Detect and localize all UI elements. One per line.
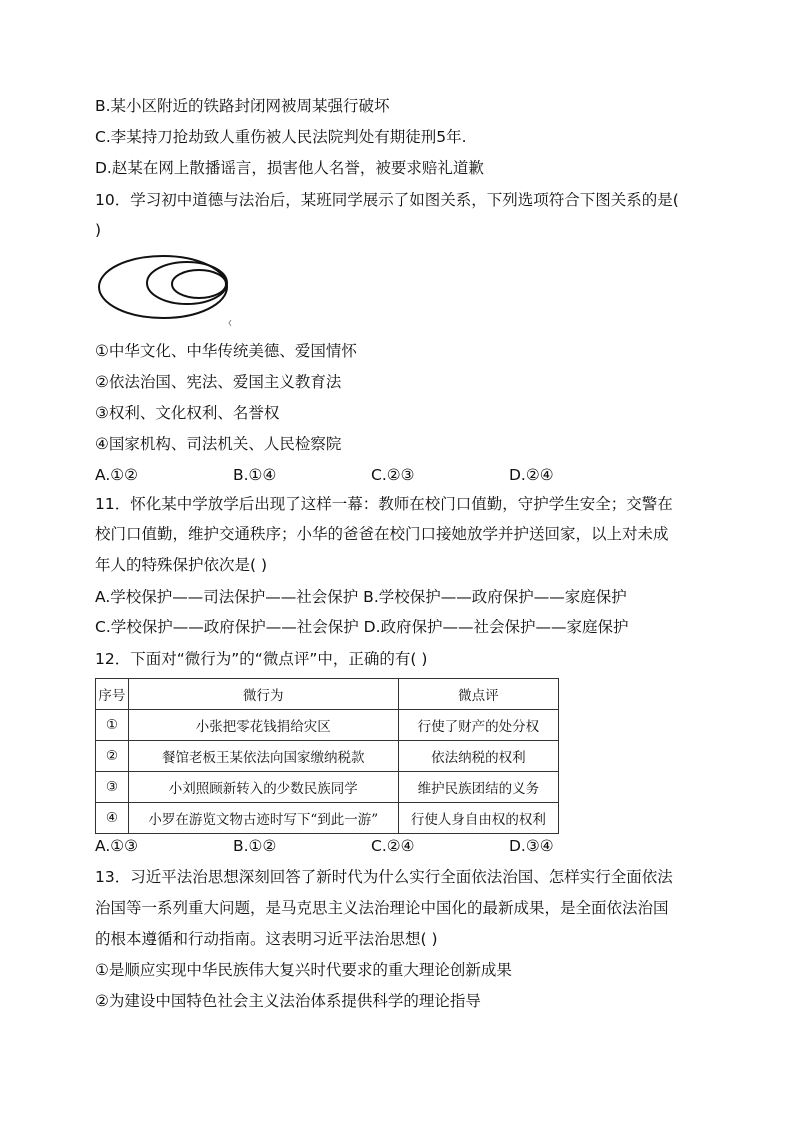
- row-comment: 依法纳税的权利: [398, 741, 558, 772]
- row-comment: 行使了财产的处分权: [398, 710, 558, 741]
- row-behavior: 小罗在游览文物古迹时写下“到此一游”: [128, 803, 398, 834]
- q10-item1: ①中华文化、中华传统美德、爱国情怀: [95, 342, 357, 360]
- row-behavior: 小刘照顾新转入的少数民族同学: [128, 772, 398, 803]
- q11-stem-line2: 校门口值勤，维护交通秩序；小华的爸爸在校门口接她放学并护送回家，以上对未成: [95, 525, 669, 543]
- table-row: [96, 803, 559, 834]
- row-index: ④: [96, 803, 129, 834]
- q10-item3: ③权利、文化权利、名誉权: [95, 404, 280, 422]
- q13-stem-line1: 13．习近平法治思想深刻回答了新时代为什么实行全面依法治国、怎样实行全面依法: [95, 868, 673, 886]
- q10-options: [95, 465, 715, 485]
- nested-ellipses-diagram: [95, 250, 240, 330]
- q12-option-b: B.①②: [233, 837, 277, 855]
- q10-option-b: B.①④: [233, 466, 277, 484]
- q11-stem-line1: 11．怀化某中学放学后出现了这样一幕：教师在校门口值勤，守护学生安全；交警在: [95, 495, 673, 513]
- q10-option-a: A.①②: [95, 466, 139, 484]
- q10-item2: ②依法治国、宪法、爱国主义教育法: [95, 373, 342, 391]
- table-row: [96, 710, 559, 741]
- q12-table: [95, 678, 559, 834]
- q12-option-d: D.③④: [509, 837, 554, 855]
- q10-option-c: C.②③: [371, 466, 415, 484]
- q13-stem-line3: 的根本遵循和行动指南。这表明习近平法治思想( ): [95, 930, 438, 948]
- q12-options: [95, 836, 715, 856]
- header-index: 序号: [96, 679, 129, 710]
- q10-option-d: D.②④: [509, 466, 554, 484]
- row-index: ②: [96, 741, 129, 772]
- row-comment: 维护民族团结的义务: [398, 772, 558, 803]
- q10-stem-line2: ): [95, 221, 102, 239]
- option-c-line: C.李某持刀抢劫致人重伤被人民法院判处有期徒刑5年.: [95, 128, 467, 146]
- row-comment: 行使人身自由权的权利: [398, 803, 558, 834]
- row-index: ①: [96, 710, 129, 741]
- row-behavior: 餐馆老板王某依法向国家缴纳税款: [128, 741, 398, 772]
- q12-stem: 12．下面对“微行为”的“微点评”中，正确的有( ): [95, 650, 428, 668]
- q10-stem-line1: 10．学习初中道德与法治后，某班同学展示了如图关系，下列选项符合下图关系的是(: [95, 191, 679, 209]
- anchor-mark: [229, 320, 231, 326]
- table-row: [96, 741, 559, 772]
- row-behavior: 小张把零花钱捐给灾区: [128, 710, 398, 741]
- row-index: ③: [96, 772, 129, 803]
- option-d-line: D.赵某在网上散播谣言，损害他人名誉，被要求赔礼道歉: [95, 159, 484, 177]
- inner-ellipse: [172, 270, 226, 298]
- table-header-row: [96, 679, 559, 710]
- q11-options-cd: C.学校保护——政府保护——社会保护 D.政府保护——社会保护——家庭保护: [95, 618, 629, 636]
- middle-ellipse: [147, 262, 227, 304]
- q11-stem-line3: 年人的特殊保护依次是( ): [95, 556, 268, 574]
- header-comment: 微点评: [398, 679, 558, 710]
- q11-options-ab: A.学校保护——司法保护——社会保护 B.学校保护——政府保护——家庭保护: [95, 588, 627, 606]
- q13-stem-line2: 治国等一系列重大问题，是马克思主义法治理论中国化的最新成果，是全面依法治国: [95, 899, 669, 917]
- header-behavior: 微行为: [128, 679, 398, 710]
- q13-item2: ②为建设中国特色社会主义法治体系提供科学的理论指导: [95, 992, 481, 1010]
- q13-item1: ①是顺应实现中华民族伟大复兴时代要求的重大理论创新成果: [95, 961, 512, 979]
- q12-option-a: A.①③: [95, 837, 139, 855]
- option-b-line: B.某小区附近的铁路封闭网被周某强行破坏: [95, 97, 390, 115]
- q10-item4: ④国家机构、司法机关、人民检察院: [95, 435, 342, 453]
- q12-option-c: C.②④: [371, 837, 415, 855]
- table-row: [96, 772, 559, 803]
